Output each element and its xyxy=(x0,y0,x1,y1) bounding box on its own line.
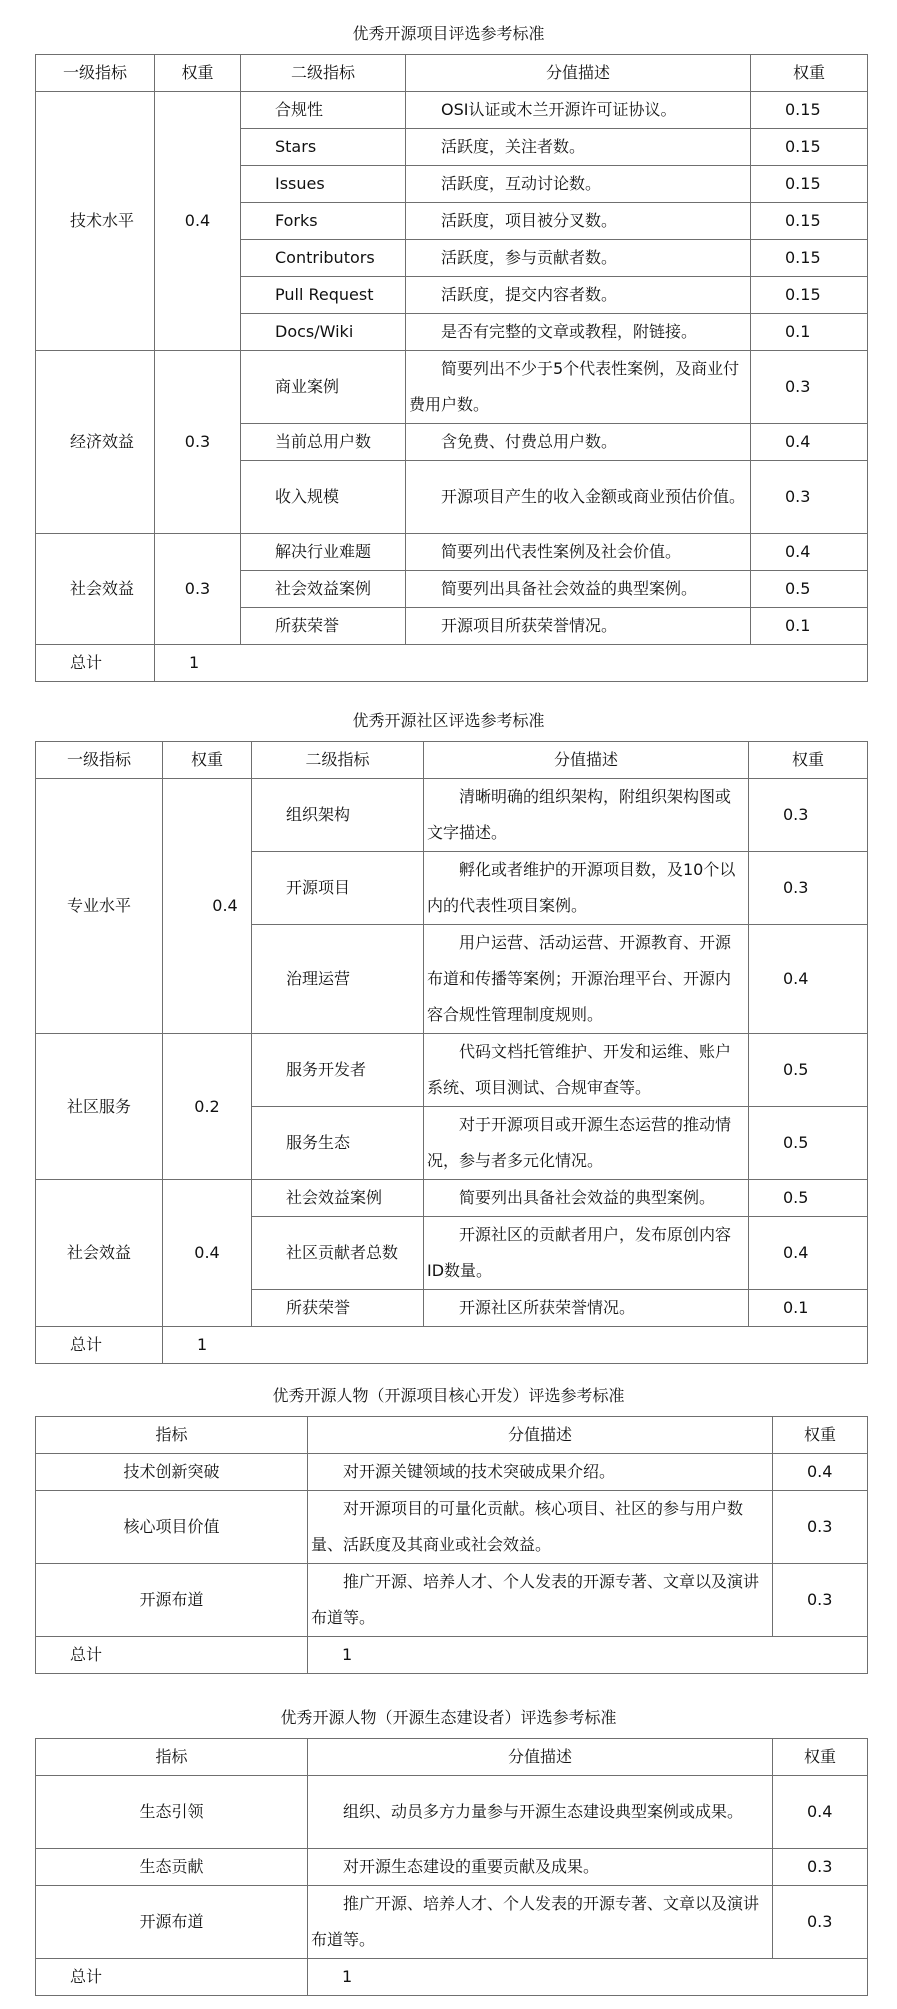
group-weight: 0.4 xyxy=(163,1180,252,1327)
project-criteria-table xyxy=(35,54,868,682)
item-weight: 0.3 xyxy=(773,1564,868,1637)
header-level1: 一级指标 xyxy=(36,742,163,779)
group-name: 社会效益 xyxy=(36,1180,163,1327)
item-weight: 0.15 xyxy=(751,129,868,166)
item-weight: 0.4 xyxy=(749,925,868,1034)
table-row xyxy=(36,1776,868,1849)
item-name: 核心项目价值 xyxy=(36,1491,308,1564)
item-desc: 简要列出代表性案例及社会价值。 xyxy=(406,534,751,571)
item-name: 开源布道 xyxy=(36,1886,308,1959)
item-name: 商业案例 xyxy=(241,351,406,424)
header-level1: 一级指标 xyxy=(36,55,155,92)
total-row xyxy=(36,645,868,682)
community-criteria-table xyxy=(35,741,868,1364)
total-label: 总计 xyxy=(36,645,155,682)
header-description: 分值描述 xyxy=(406,55,751,92)
item-name: 社区贡献者总数 xyxy=(252,1217,424,1290)
group-weight: 0.3 xyxy=(155,534,241,645)
total-label: 总计 xyxy=(36,1327,163,1364)
item-name: 合规性 xyxy=(241,92,406,129)
item-weight: 0.1 xyxy=(751,608,868,645)
total-value: 1 xyxy=(308,1959,868,1996)
header-level2: 二级指标 xyxy=(241,55,406,92)
header-description: 分值描述 xyxy=(308,1739,773,1776)
group-name: 专业水平 xyxy=(36,779,163,1034)
total-value: 1 xyxy=(155,645,868,682)
group-weight: 0.4 xyxy=(155,92,241,351)
item-name: 解决行业难题 xyxy=(241,534,406,571)
table-header-row xyxy=(36,55,868,92)
item-desc: 孵化或者维护的开源项目数，及10个以内的代表性项目案例。 xyxy=(424,852,749,925)
item-weight: 0.4 xyxy=(749,1217,868,1290)
item-desc: 活跃度，提交内容者数。 xyxy=(406,277,751,314)
total-label: 总计 xyxy=(36,1637,308,1674)
item-desc: 简要列出具备社会效益的典型案例。 xyxy=(406,571,751,608)
section-title-core-developer: 优秀开源人物（开源项目核心开发）评选参考标准 xyxy=(272,1386,625,1405)
item-name: 开源布道 xyxy=(36,1564,308,1637)
item-weight: 0.1 xyxy=(749,1290,868,1327)
item-name: Issues xyxy=(241,166,406,203)
header-weight: 权重 xyxy=(773,1739,868,1776)
item-weight: 0.15 xyxy=(751,240,868,277)
item-weight: 0.15 xyxy=(751,166,868,203)
item-desc: 推广开源、培养人才、个人发表的开源专著、文章以及演讲布道等。 xyxy=(308,1886,773,1959)
item-weight: 0.3 xyxy=(749,852,868,925)
table-header-row xyxy=(36,742,868,779)
item-weight: 0.3 xyxy=(749,779,868,852)
item-desc: 活跃度，关注者数。 xyxy=(406,129,751,166)
header-indicator: 指标 xyxy=(36,1739,308,1776)
group-weight: 0.4 xyxy=(163,779,252,1034)
total-label: 总计 xyxy=(36,1959,308,1996)
section-title-open-source-community: 优秀开源社区评选参考标准 xyxy=(352,711,545,730)
item-name: 组织架构 xyxy=(252,779,424,852)
item-name: Docs/Wiki xyxy=(241,314,406,351)
table-row xyxy=(36,1564,868,1637)
header-weight2: 权重 xyxy=(751,55,868,92)
item-desc: 简要列出具备社会效益的典型案例。 xyxy=(424,1180,749,1217)
group-weight: 0.3 xyxy=(155,351,241,534)
header-indicator: 指标 xyxy=(36,1417,308,1454)
section-title-ecosystem-builder: 优秀开源人物（开源生态建设者）评选参考标准 xyxy=(280,1708,617,1727)
group-name: 技术水平 xyxy=(36,92,155,351)
group-name: 社会效益 xyxy=(36,534,155,645)
total-row xyxy=(36,1327,868,1364)
item-desc: 是否有完整的文章或教程，附链接。 xyxy=(406,314,751,351)
item-desc: 活跃度，项目被分叉数。 xyxy=(406,203,751,240)
table-row xyxy=(36,1886,868,1959)
item-weight: 0.3 xyxy=(773,1849,868,1886)
item-name: 所获荣誉 xyxy=(252,1290,424,1327)
item-name: 当前总用户数 xyxy=(241,424,406,461)
header-weight: 权重 xyxy=(155,55,241,92)
item-name: Contributors xyxy=(241,240,406,277)
item-weight: 0.4 xyxy=(773,1776,868,1849)
item-weight: 0.5 xyxy=(749,1107,868,1180)
item-weight: 0.3 xyxy=(773,1886,868,1959)
item-name: 所获荣誉 xyxy=(241,608,406,645)
item-weight: 0.3 xyxy=(751,461,868,534)
total-value: 1 xyxy=(308,1637,868,1674)
table-row xyxy=(36,1849,868,1886)
item-weight: 0.4 xyxy=(751,534,868,571)
item-weight: 0.15 xyxy=(751,203,868,240)
item-name: 生态贡献 xyxy=(36,1849,308,1886)
header-level2: 二级指标 xyxy=(252,742,424,779)
item-desc: 简要列出不少于5个代表性案例，及商业付费用户数。 xyxy=(406,351,751,424)
item-weight: 0.5 xyxy=(749,1180,868,1217)
item-weight: 0.5 xyxy=(751,571,868,608)
item-desc: 含免费、付费总用户数。 xyxy=(406,424,751,461)
item-desc: 活跃度，参与贡献者数。 xyxy=(406,240,751,277)
item-name: 收入规模 xyxy=(241,461,406,534)
item-weight: 0.4 xyxy=(751,424,868,461)
item-desc: 开源项目所获荣誉情况。 xyxy=(406,608,751,645)
total-row xyxy=(36,1637,868,1674)
item-name: Stars xyxy=(241,129,406,166)
header-weight: 权重 xyxy=(773,1417,868,1454)
table-row xyxy=(36,1491,868,1564)
item-name: 治理运营 xyxy=(252,925,424,1034)
item-name: 服务开发者 xyxy=(252,1034,424,1107)
item-desc: 开源社区所获荣誉情况。 xyxy=(424,1290,749,1327)
item-desc: 组织、动员多方力量参与开源生态建设典型案例或成果。 xyxy=(308,1776,773,1849)
item-weight: 0.3 xyxy=(773,1491,868,1564)
header-description: 分值描述 xyxy=(308,1417,773,1454)
item-name: 技术创新突破 xyxy=(36,1454,308,1491)
table-row xyxy=(36,779,868,852)
item-weight: 0.4 xyxy=(773,1454,868,1491)
table-header-row xyxy=(36,1739,868,1776)
item-desc: 开源社区的贡献者用户，发布原创内容ID数量。 xyxy=(424,1217,749,1290)
item-name: Pull Request xyxy=(241,277,406,314)
item-desc: 对于开源项目或开源生态运营的推动情况，参与者多元化情况。 xyxy=(424,1107,749,1180)
table-row xyxy=(36,1034,868,1107)
header-weight2: 权重 xyxy=(749,742,868,779)
header-weight: 权重 xyxy=(163,742,252,779)
item-desc: OSI认证或木兰开源许可证协议。 xyxy=(406,92,751,129)
item-name: 服务生态 xyxy=(252,1107,424,1180)
item-desc: 对开源关键领域的技术突破成果介绍。 xyxy=(308,1454,773,1491)
item-name: 开源项目 xyxy=(252,852,424,925)
section-title-open-source-project: 优秀开源项目评选参考标准 xyxy=(352,24,545,43)
table-row xyxy=(36,534,868,571)
group-name: 社区服务 xyxy=(36,1034,163,1180)
item-desc: 代码文档托管维护、开发和运维、账户系统、项目测试、合规审查等。 xyxy=(424,1034,749,1107)
header-description: 分值描述 xyxy=(424,742,749,779)
group-weight: 0.2 xyxy=(163,1034,252,1180)
total-row xyxy=(36,1959,868,1996)
item-weight: 0.15 xyxy=(751,92,868,129)
item-desc: 用户运营、活动运营、开源教育、开源布道和传播等案例；开源治理平台、开源内容合规性管理制度规则。 xyxy=(424,925,749,1034)
table-row xyxy=(36,1454,868,1491)
total-value: 1 xyxy=(163,1327,868,1364)
item-weight: 0.3 xyxy=(751,351,868,424)
core-developer-criteria-table xyxy=(35,1416,868,1674)
group-name: 经济效益 xyxy=(36,351,155,534)
item-weight: 0.15 xyxy=(751,277,868,314)
item-name: 社会效益案例 xyxy=(252,1180,424,1217)
item-desc: 对开源项目的可量化贡献。核心项目、社区的参与用户数量、活跃度及其商业或社会效益。 xyxy=(308,1491,773,1564)
item-desc: 推广开源、培养人才、个人发表的开源专著、文章以及演讲布道等。 xyxy=(308,1564,773,1637)
item-name: 生态引领 xyxy=(36,1776,308,1849)
item-desc: 对开源生态建设的重要贡献及成果。 xyxy=(308,1849,773,1886)
item-weight: 0.5 xyxy=(749,1034,868,1107)
item-name: Forks xyxy=(241,203,406,240)
table-header-row xyxy=(36,1417,868,1454)
ecosystem-builder-criteria-table xyxy=(35,1738,868,1996)
item-desc: 活跃度，互动讨论数。 xyxy=(406,166,751,203)
item-desc: 清晰明确的组织架构，附组织架构图或文字描述。 xyxy=(424,779,749,852)
item-weight: 0.1 xyxy=(751,314,868,351)
table-row xyxy=(36,92,868,129)
table-row xyxy=(36,1180,868,1217)
item-name: 社会效益案例 xyxy=(241,571,406,608)
table-row xyxy=(36,351,868,424)
item-desc: 开源项目产生的收入金额或商业预估价值。 xyxy=(406,461,751,534)
